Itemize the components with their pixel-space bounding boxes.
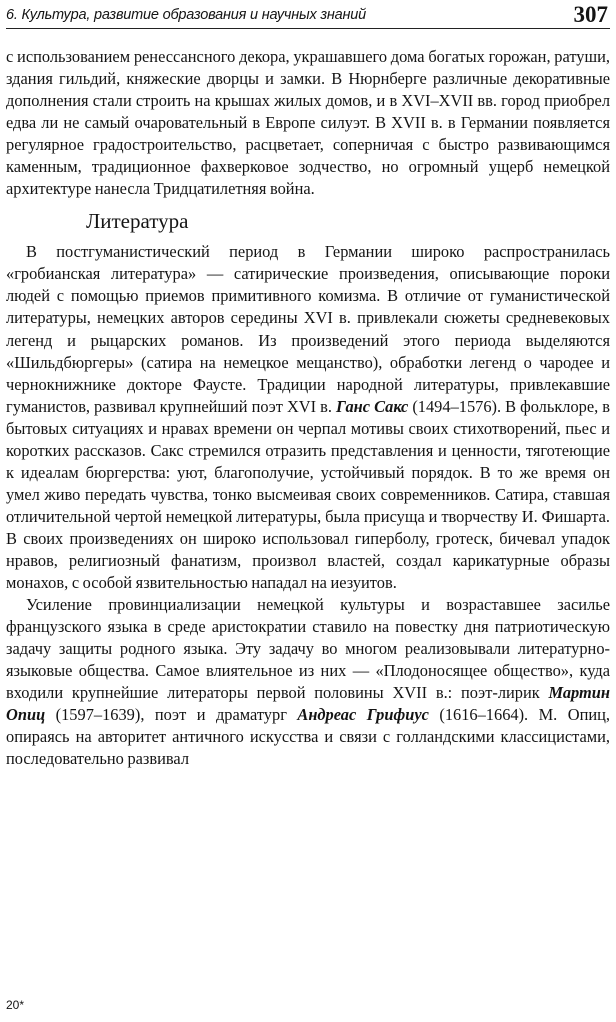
paragraph-text: (1597–1639), поэт и драматург xyxy=(45,705,298,725)
book-page xyxy=(6,0,610,1022)
paragraph-architecture: с использованием ренессансного декора, украшавшего дома богатых горожан, ратуши, здания гильдий, княжеские дворцы и замки. В Нюрнберге различные декоративные дополнения стали строить на крышах жилых домов, и в XVI–XVII вв. город приобрел едва ли не самый очаровательный в Европе силуэт. В XVII в. в Германии появляется регулярное градостроительство, расцветает, соперничая с быстро развивающимся каменным, традиционное фахверковое зодчество, но огромный ущерб немецкой архитектуре нанесла Тридцатилетняя война. xyxy=(6,47,610,199)
paragraph-text: Усиление провинциализации немецкой культуры и возраставшее засилье французского языка в среде аристократии ставило на повестку дня патриотическую задачу защиты родного языка. Эту задачу во многом реализовывали литературно-языковые общества. Самое влиятельное из них — «Плодоносящее общество», куда входили крупнейшие литераторы первой половины XVII в.: поэт-лирик xyxy=(6,595,610,703)
running-title: 6. Культура, развитие образования и научных знаний xyxy=(6,7,367,23)
paragraph-text: В постгуманистический период в Германии широко распространилась «гробианская литература» — сатирические произведения, описывающие пороки людей с помощью приемов примитивного комизма. В отличие от гуманистической литературы, немецких авторов середины XVI в. привлекали сюжеты средневековых легенд и рыцарских романов. Из произведений этого периода выделяются «Шильдбюргеры» (сатира на немецкое мещанство), обработки легенд о чародее и чернокнижнике докторе Фаусте. Традиции народной литературы, привлекавшие гуманистов, развивал крупнейший поэт XVI в. xyxy=(6,242,610,416)
person-name-hans-sachs: Ганс Сакс xyxy=(336,396,409,416)
paragraph-text: (1616–1664). М. Опиц, опираясь на авторитет античного искусства и связи с голландскими классицистами, последовательно развивал xyxy=(6,705,610,769)
person-name-martin-opitz: Мартин Опиц xyxy=(6,683,610,725)
printer-signature-mark: 20* xyxy=(6,998,25,1012)
paragraph-text: (1494–1576). В фольклоре, в бытовых ситуациях и нравах времени он черпал мотивы своих стихотворений, пьес и коротких рассказов. Сакс стремился отразить представления и ценности, тяготеющие к идеалам бюргерства: уют, благополучие, устойчивый порядок. В то же время он умел живо передать чувства, тонко высмеивая своих современников. Сатира, ставшая отличительной чертой немецкой литературы, была присуща и творчеству И. Фишарта. В своих произведениях он широко использовал гиперболу, гротеск, бичевал упадок нравов, религиозный фанатизм, произвол властей, создал карикатурные образы монахов, с особой язвительностью нападал на иезуитов. xyxy=(6,396,611,593)
body-text xyxy=(6,46,610,770)
page-number: 307 xyxy=(573,2,608,27)
page-header xyxy=(6,4,610,29)
paragraph-grobian-literature xyxy=(6,241,610,594)
paragraph-language-societies xyxy=(6,594,610,770)
section-heading-literature: Литература xyxy=(86,209,189,234)
person-name-andreas-gryphius: Андреас Грифиус xyxy=(297,705,429,725)
